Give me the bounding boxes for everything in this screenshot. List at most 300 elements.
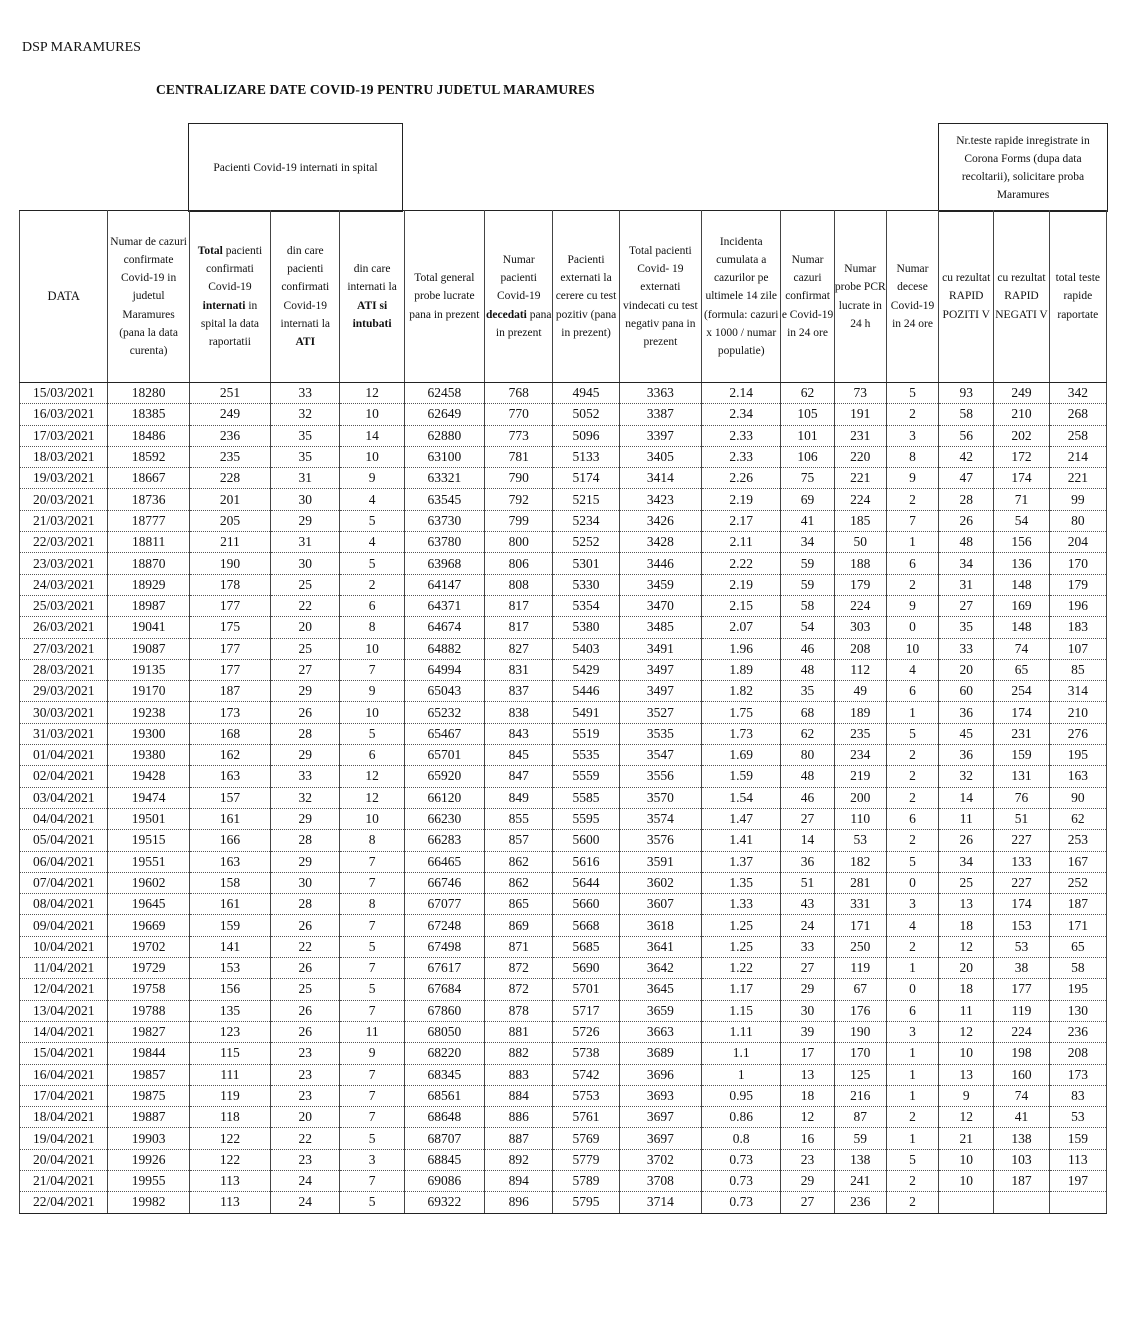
table-cell: 177 <box>189 638 270 659</box>
table-cell: 66465 <box>404 851 484 872</box>
date-cell: 22/03/2021 <box>20 532 108 553</box>
date-cell: 30/03/2021 <box>20 702 108 723</box>
table-cell: 38 <box>994 958 1049 979</box>
table-cell: 159 <box>994 745 1049 766</box>
table-row <box>20 1128 1107 1149</box>
table-cell: 42 <box>939 446 994 467</box>
table-cell: 855 <box>485 808 553 829</box>
table-cell: 176 <box>834 1000 886 1021</box>
table-cell: 36 <box>939 702 994 723</box>
table-cell: 69 <box>781 489 834 510</box>
table-cell: 62 <box>781 723 834 744</box>
table-cell: 41 <box>994 1107 1049 1128</box>
table-cell: 25 <box>271 979 340 1000</box>
table-cell: 76 <box>994 787 1049 808</box>
table-body <box>20 383 1107 1214</box>
table-cell: 10 <box>340 808 404 829</box>
table-cell: 219 <box>834 766 886 787</box>
table-cell: 5330 <box>553 574 619 595</box>
table-cell: 8 <box>886 446 938 467</box>
table-row <box>20 851 1107 872</box>
table-cell: 5403 <box>553 638 619 659</box>
table-cell: 849 <box>485 787 553 808</box>
table-cell: 58 <box>1049 958 1106 979</box>
table-cell: 30 <box>271 489 340 510</box>
table-cell: 187 <box>189 681 270 702</box>
table-cell: 10 <box>886 638 938 659</box>
table-cell: 33 <box>939 638 994 659</box>
table-cell: 5685 <box>553 936 619 957</box>
table-cell: 11 <box>340 1021 404 1042</box>
table-cell: 133 <box>994 851 1049 872</box>
table-cell: 18667 <box>108 468 189 489</box>
table-cell: 258 <box>1049 425 1106 446</box>
table-cell: 10 <box>939 1149 994 1170</box>
group-header-hospitalized <box>188 123 403 212</box>
table-cell: 7 <box>340 659 404 680</box>
table-cell: 5753 <box>553 1085 619 1106</box>
table-cell: 119 <box>834 958 886 979</box>
table-cell: 808 <box>485 574 553 595</box>
table-cell: 170 <box>1049 553 1106 574</box>
col-header-discharged-cured: Total pacienti Covid- 19 externati vindecati cu test negativ pana in prezent <box>619 211 701 383</box>
table-cell: 303 <box>834 617 886 638</box>
table-cell: 1.96 <box>702 638 781 659</box>
date-cell: 28/03/2021 <box>20 659 108 680</box>
table-cell: 14 <box>939 787 994 808</box>
table-cell: 3697 <box>619 1128 701 1149</box>
table-cell: 33 <box>271 766 340 787</box>
table-cell: 153 <box>994 915 1049 936</box>
table-cell: 4945 <box>553 383 619 404</box>
table-cell: 19844 <box>108 1043 189 1064</box>
col-header-incidence: Incidenta cumulata a cazurilor pe ultimele 14 zile (formula: cazuri x 1000 / numar populatie) <box>702 211 781 383</box>
table-cell: 27 <box>781 958 834 979</box>
table-cell: 0 <box>886 617 938 638</box>
table-cell: 792 <box>485 489 553 510</box>
table-cell: 113 <box>1049 1149 1106 1170</box>
table-cell: 62 <box>1049 808 1106 829</box>
table-cell: 64371 <box>404 595 484 616</box>
date-cell: 17/04/2021 <box>20 1085 108 1106</box>
table-cell: 75 <box>781 468 834 489</box>
table-cell: 3618 <box>619 915 701 936</box>
col-header-intubated: din care internati la ATI si intubati <box>340 211 404 383</box>
table-cell: 48 <box>781 766 834 787</box>
table-cell: 1 <box>702 1064 781 1085</box>
table-cell: 13 <box>939 1064 994 1085</box>
table-cell: 7 <box>340 1064 404 1085</box>
table-cell: 56 <box>939 425 994 446</box>
covid-data-table <box>19 210 1107 1214</box>
table-cell: 0.73 <box>702 1192 781 1213</box>
table-cell: 25 <box>939 872 994 893</box>
table-cell: 3527 <box>619 702 701 723</box>
table-cell: 5616 <box>553 851 619 872</box>
table-cell: 6 <box>886 1000 938 1021</box>
table-cell: 896 <box>485 1192 553 1213</box>
table-cell: 26 <box>271 1021 340 1042</box>
table-row <box>20 1107 1107 1128</box>
table-cell: 202 <box>994 425 1049 446</box>
table-cell: 1.59 <box>702 766 781 787</box>
table-cell: 13 <box>781 1064 834 1085</box>
date-cell: 02/04/2021 <box>20 766 108 787</box>
table-cell: 3574 <box>619 808 701 829</box>
table-cell: 173 <box>1049 1064 1106 1085</box>
table-cell: 168 <box>189 723 270 744</box>
table-cell: 872 <box>485 979 553 1000</box>
table-cell: 48 <box>781 659 834 680</box>
table-row <box>20 446 1107 467</box>
table-cell: 136 <box>994 553 1049 574</box>
table-cell: 4 <box>886 659 938 680</box>
table-cell: 16 <box>781 1128 834 1149</box>
table-cell: 5795 <box>553 1192 619 1213</box>
col-header-rapid-negative: cu rezultat RAPID NEGATI V <box>994 211 1049 383</box>
table-cell: 9 <box>340 681 404 702</box>
table-cell: 30 <box>271 872 340 893</box>
table-cell: 19875 <box>108 1085 189 1106</box>
table-cell: 3591 <box>619 851 701 872</box>
table-cell: 171 <box>834 915 886 936</box>
table-cell: 74 <box>994 1085 1049 1106</box>
table-cell: 185 <box>834 510 886 531</box>
table-cell: 5174 <box>553 468 619 489</box>
table-row <box>20 979 1107 1000</box>
table-cell: 221 <box>1049 468 1106 489</box>
table-cell: 18987 <box>108 595 189 616</box>
date-cell: 25/03/2021 <box>20 595 108 616</box>
table-cell: 2 <box>340 574 404 595</box>
table-row <box>20 1043 1107 1064</box>
date-cell: 20/03/2021 <box>20 489 108 510</box>
table-cell: 5234 <box>553 510 619 531</box>
table-cell: 6 <box>340 745 404 766</box>
table-cell: 158 <box>189 872 270 893</box>
table-cell: 179 <box>834 574 886 595</box>
table-cell: 838 <box>485 702 553 723</box>
table-cell: 190 <box>189 553 270 574</box>
header-row <box>20 211 1107 383</box>
table-cell: 30 <box>781 1000 834 1021</box>
table-cell: 148 <box>994 574 1049 595</box>
table-cell: 20 <box>271 617 340 638</box>
table-cell: 63100 <box>404 446 484 467</box>
table-cell: 9 <box>340 1043 404 1064</box>
date-cell: 12/04/2021 <box>20 979 108 1000</box>
table-cell: 3645 <box>619 979 701 1000</box>
table-cell: 74 <box>994 638 1049 659</box>
document-title: CENTRALIZARE DATE COVID-19 PENTRU JUDETUL MARAMURES <box>156 82 595 97</box>
table-cell: 62 <box>781 383 834 404</box>
table-cell: 21 <box>939 1128 994 1149</box>
table-cell: 3397 <box>619 425 701 446</box>
table-cell: 1 <box>886 958 938 979</box>
table-cell: 3485 <box>619 617 701 638</box>
table-cell: 53 <box>1049 1107 1106 1128</box>
table-cell: 3405 <box>619 446 701 467</box>
table-cell: 12 <box>939 936 994 957</box>
table-row <box>20 1021 1107 1042</box>
table-cell: 5 <box>886 1149 938 1170</box>
date-cell: 10/04/2021 <box>20 936 108 957</box>
table-cell: 10 <box>340 638 404 659</box>
table-cell: 26 <box>271 702 340 723</box>
table-cell: 68 <box>781 702 834 723</box>
table-cell: 2.19 <box>702 489 781 510</box>
table-cell: 5595 <box>553 808 619 829</box>
table-cell: 251 <box>189 383 270 404</box>
table-cell: 32 <box>271 404 340 425</box>
date-cell: 15/03/2021 <box>20 383 108 404</box>
table-cell: 26 <box>271 958 340 979</box>
table-cell: 5742 <box>553 1064 619 1085</box>
table-cell: 869 <box>485 915 553 936</box>
table-cell: 19982 <box>108 1192 189 1213</box>
table-cell: 1.1 <box>702 1043 781 1064</box>
table-cell: 135 <box>189 1000 270 1021</box>
table-cell: 160 <box>994 1064 1049 1085</box>
table-cell: 18811 <box>108 532 189 553</box>
table-row <box>20 553 1107 574</box>
table-cell: 170 <box>834 1043 886 1064</box>
table-cell: 68648 <box>404 1107 484 1128</box>
table-cell: 2 <box>886 830 938 851</box>
table-cell: 163 <box>1049 766 1106 787</box>
table-cell: 224 <box>834 595 886 616</box>
table-cell: 871 <box>485 936 553 957</box>
table-cell: 3696 <box>619 1064 701 1085</box>
date-cell: 27/03/2021 <box>20 638 108 659</box>
table-cell: 3602 <box>619 872 701 893</box>
table-cell: 131 <box>994 766 1049 787</box>
table-cell: 122 <box>189 1149 270 1170</box>
table-cell: 14 <box>781 830 834 851</box>
table-cell: 66746 <box>404 872 484 893</box>
table-cell: 6 <box>340 595 404 616</box>
table-row <box>20 1192 1107 1213</box>
date-cell: 31/03/2021 <box>20 723 108 744</box>
table-cell: 26 <box>939 830 994 851</box>
table-cell: 65043 <box>404 681 484 702</box>
table-cell: 65701 <box>404 745 484 766</box>
table-cell: 51 <box>781 872 834 893</box>
date-cell: 17/03/2021 <box>20 425 108 446</box>
table-cell: 224 <box>834 489 886 510</box>
table-cell: 3470 <box>619 595 701 616</box>
table-cell: 8 <box>340 617 404 638</box>
table-cell: 198 <box>994 1043 1049 1064</box>
table-cell: 67684 <box>404 979 484 1000</box>
organization-name: DSP MARAMURES <box>22 40 141 55</box>
table-cell: 65 <box>1049 936 1106 957</box>
table-cell: 59 <box>834 1128 886 1149</box>
table-cell: 211 <box>189 532 270 553</box>
table-cell: 5133 <box>553 446 619 467</box>
table-cell: 67617 <box>404 958 484 979</box>
table-cell: 69086 <box>404 1170 484 1191</box>
table-cell: 27 <box>781 808 834 829</box>
table-cell: 161 <box>189 894 270 915</box>
table-cell: 3 <box>340 1149 404 1170</box>
table-cell: 171 <box>1049 915 1106 936</box>
table-cell: 214 <box>1049 446 1106 467</box>
table-cell: 210 <box>1049 702 1106 723</box>
table-cell: 24 <box>271 1192 340 1213</box>
table-cell: 174 <box>994 702 1049 723</box>
table-cell: 45 <box>939 723 994 744</box>
table-cell: 31 <box>939 574 994 595</box>
table-cell: 3714 <box>619 1192 701 1213</box>
table-cell: 73 <box>834 383 886 404</box>
table-row <box>20 702 1107 723</box>
table-cell: 3570 <box>619 787 701 808</box>
group-rapid-tests-label: Nr.teste rapide inregistrate in Corona Forms (dupa data recoltarii), solicitare proba Maramures <box>956 134 1090 201</box>
col-header-cases-24h: Numar cazuri confirmat e Covid-19 in 24 ore <box>781 211 834 383</box>
date-cell: 13/04/2021 <box>20 1000 108 1021</box>
table-cell: 26 <box>939 510 994 531</box>
table-cell: 3547 <box>619 745 701 766</box>
table-cell: 6 <box>886 681 938 702</box>
table-cell: 12 <box>781 1107 834 1128</box>
table-cell: 23 <box>271 1064 340 1085</box>
table-cell: 29 <box>781 979 834 1000</box>
table-cell: 5052 <box>553 404 619 425</box>
table-cell: 2 <box>886 745 938 766</box>
table-cell: 845 <box>485 745 553 766</box>
date-cell: 24/03/2021 <box>20 574 108 595</box>
table-cell: 68220 <box>404 1043 484 1064</box>
table-row <box>20 468 1107 489</box>
table-cell: 68707 <box>404 1128 484 1149</box>
table-cell: 3642 <box>619 958 701 979</box>
date-cell: 04/04/2021 <box>20 808 108 829</box>
table-cell: 9 <box>340 468 404 489</box>
table-cell: 224 <box>994 1021 1049 1042</box>
table-cell: 8 <box>340 894 404 915</box>
table-cell: 47 <box>939 468 994 489</box>
table-cell: 857 <box>485 830 553 851</box>
table-cell: 7 <box>340 872 404 893</box>
table-cell: 227 <box>994 872 1049 893</box>
table-cell: 172 <box>994 446 1049 467</box>
table-cell: 235 <box>189 446 270 467</box>
table-cell <box>939 1192 994 1213</box>
table-cell: 46 <box>781 638 834 659</box>
table-cell: 1.82 <box>702 681 781 702</box>
table-cell: 29 <box>271 681 340 702</box>
table-cell: 1.69 <box>702 745 781 766</box>
table-cell: 1 <box>886 1128 938 1149</box>
table-cell: 67860 <box>404 1000 484 1021</box>
table-cell: 894 <box>485 1170 553 1191</box>
table-cell: 1.11 <box>702 1021 781 1042</box>
table-cell: 66120 <box>404 787 484 808</box>
table-cell: 2 <box>886 936 938 957</box>
col-header-discharged-positive: Pacienti externati la cerere cu test pozitiv (pana in prezent) <box>553 211 619 383</box>
table-cell: 63780 <box>404 532 484 553</box>
table-row <box>20 595 1107 616</box>
table-cell: 157 <box>189 787 270 808</box>
table-cell: 2 <box>886 1170 938 1191</box>
col-header-icu: din care pacienti confirmati Covid-19 internati la ATI <box>271 211 340 383</box>
table-cell: 12 <box>340 766 404 787</box>
table-cell: 110 <box>834 808 886 829</box>
table-cell: 105 <box>781 404 834 425</box>
table-cell: 9 <box>886 468 938 489</box>
table-cell: 122 <box>189 1128 270 1149</box>
table-cell: 878 <box>485 1000 553 1021</box>
table-cell: 67 <box>834 979 886 1000</box>
table-cell: 19238 <box>108 702 189 723</box>
table-cell: 19887 <box>108 1107 189 1128</box>
table-cell: 2.15 <box>702 595 781 616</box>
table-cell: 827 <box>485 638 553 659</box>
table-cell: 5 <box>340 553 404 574</box>
table-cell: 3414 <box>619 468 701 489</box>
table-cell: 107 <box>1049 638 1106 659</box>
table-cell: 11 <box>939 1000 994 1021</box>
table-cell: 3491 <box>619 638 701 659</box>
table-cell: 35 <box>271 425 340 446</box>
table-cell: 892 <box>485 1149 553 1170</box>
table-cell: 4 <box>340 532 404 553</box>
table-cell: 887 <box>485 1128 553 1149</box>
date-cell: 16/03/2021 <box>20 404 108 425</box>
table-cell: 1.25 <box>702 936 781 957</box>
date-cell: 23/03/2021 <box>20 553 108 574</box>
table-cell: 69322 <box>404 1192 484 1213</box>
table-cell: 10 <box>340 446 404 467</box>
table-cell: 3 <box>886 425 938 446</box>
table-cell: 231 <box>834 425 886 446</box>
table-cell: 249 <box>189 404 270 425</box>
table-cell: 22 <box>271 1128 340 1149</box>
table-cell: 195 <box>1049 979 1106 1000</box>
table-cell: 5660 <box>553 894 619 915</box>
col-header-total-tests: Total general probe lucrate pana in prezent <box>404 211 484 383</box>
table-cell: 5 <box>886 723 938 744</box>
table-cell: 2.33 <box>702 425 781 446</box>
table-cell: 5690 <box>553 958 619 979</box>
table-cell: 25 <box>271 574 340 595</box>
table-cell: 163 <box>189 766 270 787</box>
table-cell <box>994 1192 1049 1213</box>
table-cell: 3708 <box>619 1170 701 1191</box>
date-cell: 11/04/2021 <box>20 958 108 979</box>
table-cell <box>1049 1192 1106 1213</box>
table-cell: 26 <box>271 915 340 936</box>
table-cell: 68561 <box>404 1085 484 1106</box>
table-cell: 0 <box>886 979 938 1000</box>
table-cell: 34 <box>939 851 994 872</box>
table-cell: 58 <box>939 404 994 425</box>
table-cell: 837 <box>485 681 553 702</box>
table-cell: 2 <box>886 1192 938 1213</box>
col-header-rapid-total: total teste rapide raportate <box>1049 211 1106 383</box>
table-cell: 156 <box>994 532 1049 553</box>
table-cell: 7 <box>340 1170 404 1191</box>
table-cell: 177 <box>189 595 270 616</box>
table-cell: 65 <box>994 659 1049 680</box>
table-cell: 3 <box>886 894 938 915</box>
table-cell: 34 <box>939 553 994 574</box>
table-cell: 7 <box>340 1107 404 1128</box>
table-cell: 187 <box>994 1170 1049 1191</box>
table-cell: 5559 <box>553 766 619 787</box>
table-cell: 5380 <box>553 617 619 638</box>
